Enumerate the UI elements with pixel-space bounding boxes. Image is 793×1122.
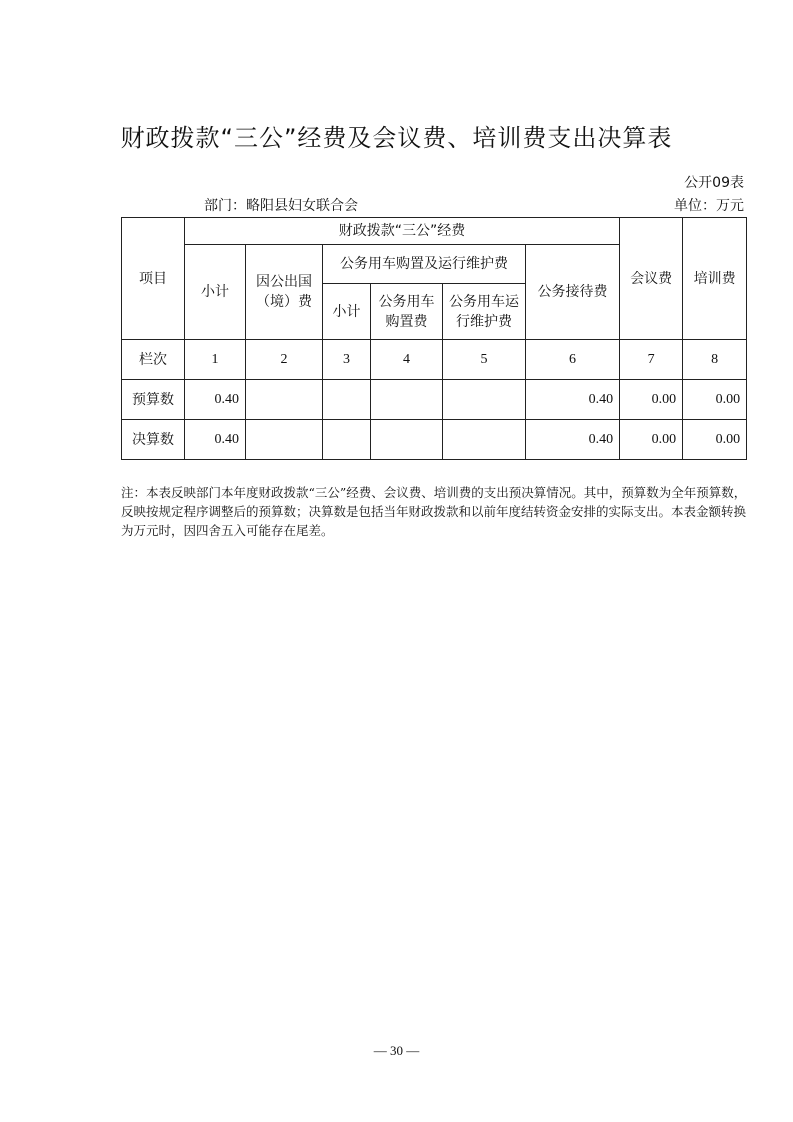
table-row-budget: [122, 380, 747, 420]
unit-label: 单位：万元: [674, 198, 744, 214]
header-vehicle-operation: 公务用车运行维护费: [443, 284, 526, 340]
cell-value: 0.40: [526, 420, 620, 460]
page-title: 财政拨款“三公”经费及会议费、培训费支出决算表: [120, 124, 673, 152]
header-item: 项目: [122, 218, 185, 340]
form-number: 公开09表: [684, 175, 744, 191]
column-number: 1: [185, 340, 246, 380]
table-row-final: [122, 420, 747, 460]
header-fiscal-group: 财政拨款“三公”经费: [185, 218, 620, 245]
cell-value: [371, 420, 443, 460]
cell-value: [443, 420, 526, 460]
header-vehicle-purchase: 公务用车购置费: [371, 284, 443, 340]
header-subtotal: 小计: [185, 245, 246, 340]
cell-value: 0.40: [185, 380, 246, 420]
column-number-label: 栏次: [122, 340, 185, 380]
column-number: 8: [683, 340, 747, 380]
table-note: 注：本表反映部门本年度财政拨款“三公”经费、会议费、培训费的支出预决算情况。其中，预算数为全年预算数，反映按规定程序调整后的预算数；决算数是包括当年财政拨款和以前年度结转资金安排的实际支出。本表金额转换为万元时，因四舍五入可能存在尾差。: [121, 485, 747, 538]
cell-value: [323, 380, 371, 420]
header-training: 培训费: [683, 218, 747, 340]
cell-value: 0.00: [620, 380, 683, 420]
cell-value: [371, 380, 443, 420]
cell-value: [323, 420, 371, 460]
cell-value: 0.40: [526, 380, 620, 420]
column-number: 2: [246, 340, 323, 380]
page-number: — 30 —: [373, 1043, 420, 1058]
cell-value: 0.00: [683, 380, 747, 420]
header-reception: 公务接待费: [526, 245, 620, 340]
cell-value: 0.00: [683, 420, 747, 460]
row-label: 预算数: [122, 380, 185, 420]
cell-value: [246, 420, 323, 460]
cell-value: [443, 380, 526, 420]
header-meeting: 会议费: [620, 218, 683, 340]
header-vehicle-group: 公务用车购置及运行维护费: [323, 245, 526, 284]
header-vehicle-subtotal: 小计: [323, 284, 371, 340]
column-number: 5: [443, 340, 526, 380]
column-number-row: [122, 340, 747, 380]
department-label: 部门：略阳县妇女联合会: [204, 198, 358, 214]
header-abroad: 因公出国（境）费: [246, 245, 323, 340]
expenditure-table: [121, 217, 747, 460]
column-number: 3: [323, 340, 371, 380]
column-number: 4: [371, 340, 443, 380]
row-label: 决算数: [122, 420, 185, 460]
cell-value: [246, 380, 323, 420]
cell-value: 0.40: [185, 420, 246, 460]
column-number: 7: [620, 340, 683, 380]
column-number: 6: [526, 340, 620, 380]
cell-value: 0.00: [620, 420, 683, 460]
